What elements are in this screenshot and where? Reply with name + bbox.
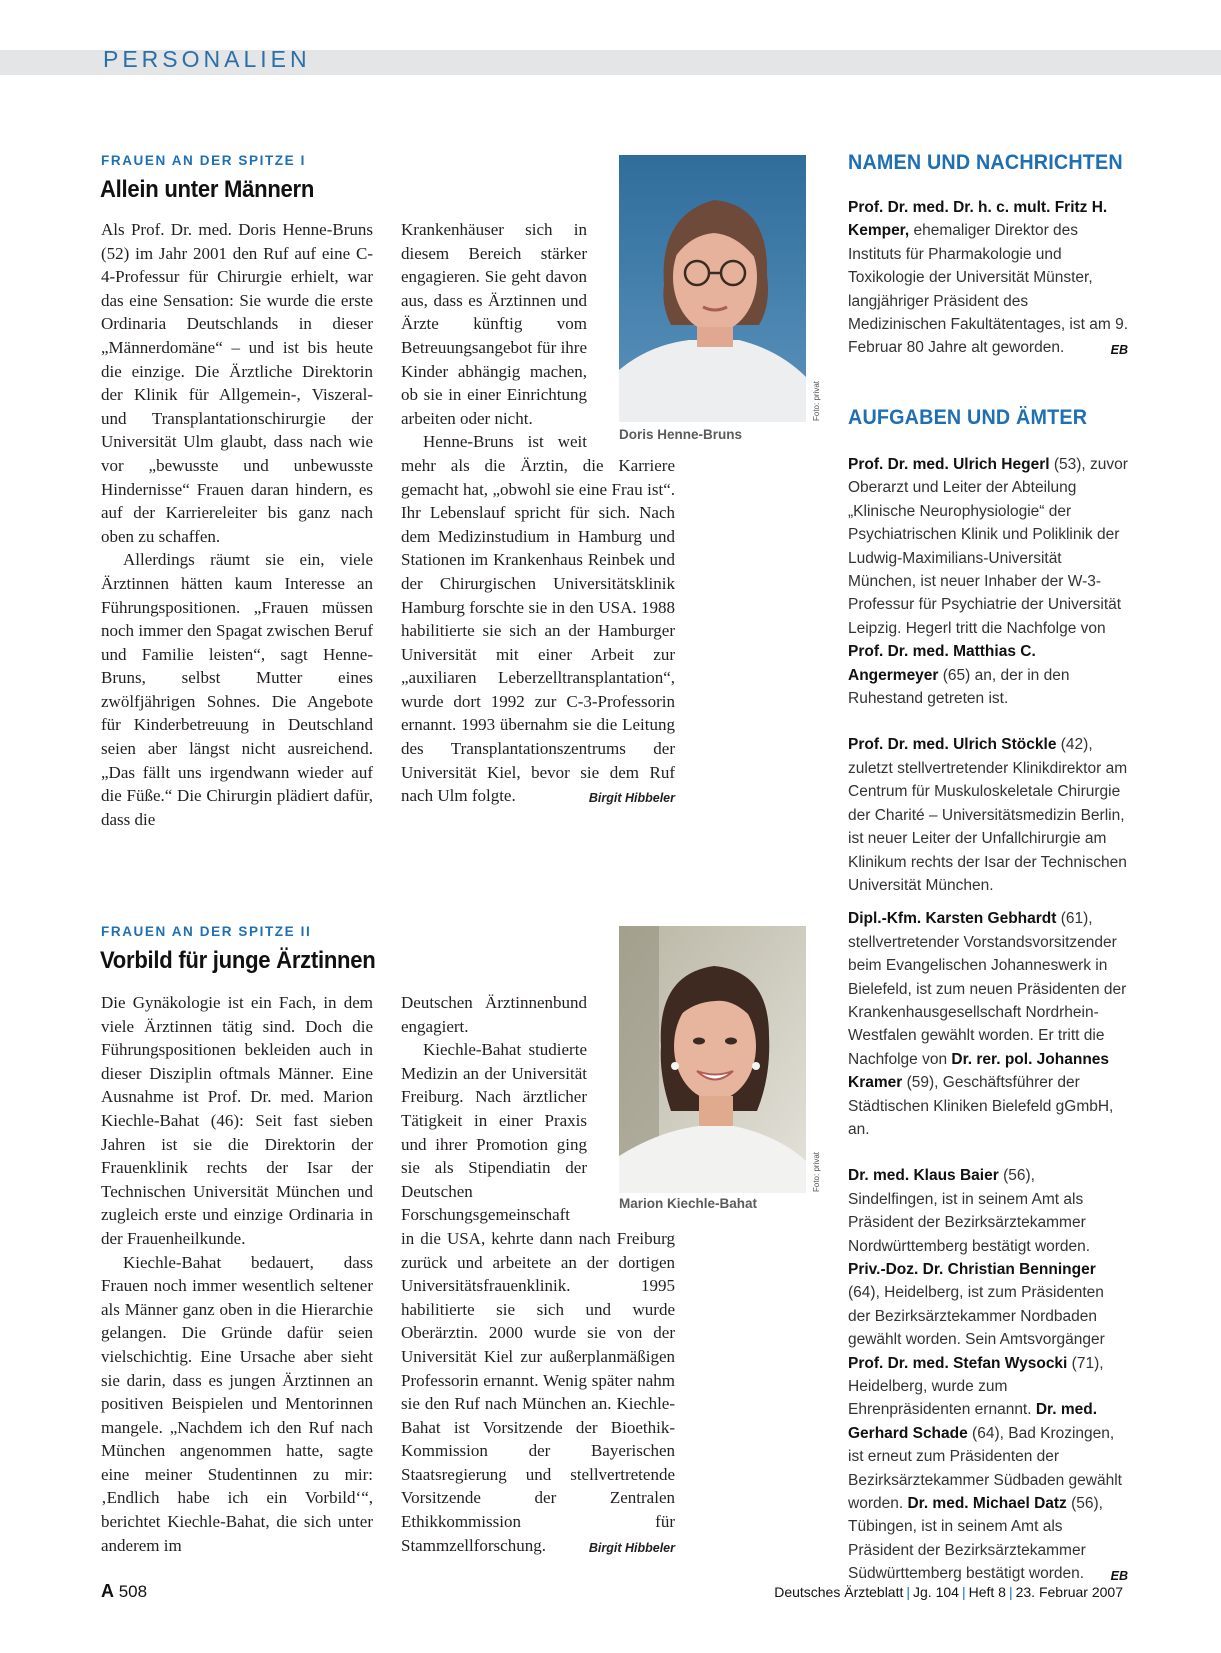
photo-credit: Foto: privat	[812, 380, 821, 421]
sidebar-heading-namen: NAMEN UND NACHRICHTEN	[848, 151, 1123, 174]
article2-col1-para: Die Gynäkologie ist ein Fach, in dem viele Ärztinnen tätig sind. Doch die Führungspositionen bekleiden auch in dieser Disziplin oftmals Männer. Eine Ausnahme ist Prof. Dr. med. Marion Kiechle-Bahat (46): Seit fast sieben Jahren ist sie die Direktorin der Frauenklinik rechts der Isar der Technischen Universität München und zugleich erste und einzige Ordinaria in der Frauenheilkunde.	[101, 993, 373, 1248]
article2-col2-text: Kiechle-Bahat studierte Medizin an der Universität Freiburg. Nach ärztlicher Tätigkeit in einer Praxis und ihrer Promotion ging sie als Stipendiatin der Deutschen Forschungsgemeinschaft in die USA, kehrte dann nach Freiburg zurück und arbeitete an der dortigen Universitätsfrauenklinik. 1995 habilitierte sie sich und wurde Oberärztin. 2000 wurde sie von der Universität Kiel zur außerplanmäßigen Professorin ernannt. Wenig später nahm sie den Ruf nach München an. Kiechle-Bahat ist Vorsitzende der Bioethik-Kommission der Bayerischen Staatsregierung und stellvertretende Vorsitzende der Zentralen Ethikkommission für Stammzellforschung.	[401, 1040, 675, 1555]
person-name: Priv.-Doz. Dr. Christian Benninger	[848, 1261, 1096, 1278]
article2-column-1	[101, 991, 373, 1557]
footer-separator: |	[1008, 1584, 1013, 1600]
article1-kicker: FRAUEN AN DER SPITZE I	[101, 153, 306, 168]
article1-column-1	[101, 218, 373, 831]
photo-caption: Marion Kiechle-Bahat	[619, 1196, 758, 1211]
article1-col1-para: Als Prof. Dr. med. Doris Henne-Bruns (52) im Jahr 2001 den Ruf auf eine C-4-Professur für Chirurgie erhielt, war das eine Sensation: Sie wurde die erste Ordinaria Deutschlands in dieser „Männerdomäne“ – und ist bis heute die einzige. Die Ärztliche Direktorin der Klinik für Allgemein-, Viszeral- und Transplantationschirurgie der Universität Ulm glaubt, dass nach wie vor „bewusste und unbewusste Hindernisse“ Frauen daran hindern, es auf der Karriereleiter bis ganz nach oben zu schaffen.	[101, 220, 373, 546]
entry-text: (71), Heidelberg, wurde zum Ehrenpräsidenten ernannt.	[848, 1354, 1104, 1419]
photo-credit: Foto: privat	[812, 1151, 821, 1192]
entry-text: (64), Bad Krozingen, ist erneut zum Präsidenten der Bezirksärztekammer Südbaden gewählt worden.	[848, 1424, 1122, 1513]
journal-date: 23. Februar 2007	[1015, 1584, 1123, 1600]
page-prefix: A	[101, 1581, 114, 1601]
entry-text: (61), stellvertretender Vorstandsvorsitzender beim Evangelischen Johanneswerk in Bielefeld, ist zum neuen Präsidenten der Krankenhausgesellschaft Nordrhein-Westfalen gewählt worden. Er tritt die Nachfolge von	[848, 910, 1127, 1068]
portrait-image	[619, 926, 806, 1193]
article1-title: Allein unter Männern	[100, 176, 315, 203]
entry-text: (53), zuvor Oberarzt und Leiter der Abteilung „Klinische Neurophysiologie“ der Psychiatrischen Klinik und Poliklinik der Ludwig-Maximilians-Universität München, ist neuer Inhaber der W-3-Professur für Psychiatrie der Universität Leipzig. Hegerl tritt die Nachfolge von	[848, 456, 1128, 637]
person-name: Dr. rer. pol. Johannes Kramer	[848, 1050, 1110, 1092]
article1-author: Birgit Hibbeler	[588, 791, 675, 806]
footer-separator: |	[961, 1584, 966, 1600]
entry-text: (56), Tübingen, ist in seinem Amt als Präsident der Bezirksärztekammer Südwürttemberg bestätigt worden.	[848, 1495, 1103, 1583]
sidebar-entry	[848, 453, 1128, 710]
sidebar-heading-aemter: AUFGABEN UND ÄMTER	[848, 406, 1088, 429]
page-number-value: 508	[114, 1582, 148, 1601]
person-name: Prof. Dr. med. Stefan Wysocki	[848, 1354, 1068, 1372]
entry-text: (42), zuletzt stellvertretender Klinikdirektor am Centrum für Muskuloskeletale Chirurgie der Charité – Universitätsmedizin Berlin, ist neuer Leiter der Unfallchirurgie am Klinikum rechts der Isar der Technischen Universität München.	[848, 736, 1128, 894]
entry-text: (56), Sindelfingen, ist in seinem Amt als Präsident der Bezirksärztekammer Nordwürttemberg bestätigt worden.	[848, 1167, 1091, 1255]
entry-text: (59), Geschäftsführer der Städtischen Kliniken Bielefeld gGmbH, an.	[848, 1074, 1114, 1138]
sidebar-namen-body	[848, 196, 1128, 363]
sidebar-entry	[848, 733, 1128, 897]
article2-col2-para: Deutschen Ärztinnenbund engagiert.	[401, 993, 587, 1036]
photo-caption: Doris Henne-Bruns	[619, 427, 743, 442]
person-name: Prof. Dr. med. Ulrich Hegerl	[848, 456, 1050, 473]
article2-title: Vorbild für junge Ärztinnen	[100, 947, 376, 974]
article1-col2-para	[401, 430, 675, 808]
person-name: Prof. Dr. med. Ulrich Stöckle	[848, 736, 1057, 754]
photo-marion-kiechle-bahat	[619, 926, 806, 1193]
person-name: Dr. med. Gerhard Schade	[848, 1401, 1098, 1442]
photo-doris-henne-bruns	[619, 155, 806, 422]
footer-separator: |	[906, 1584, 911, 1600]
sidebar-aemter-body	[848, 453, 1128, 1589]
journal-name: Deutsches Ärzteblatt	[774, 1584, 904, 1600]
article1-col2-text: Henne-Bruns ist weit mehr als die Ärztin, die Karriere gemacht hat, „obwohl sie eine Frau ist“. Ihr Lebenslauf spricht für sich. Nach dem Medizinstudium in Hamburg und Stationen im Krankenhaus Reinbek und der Chirurgischen Universitätsklinik Hamburg forschte sie in den USA. 1988 habilitierte sie sich an der Hamburger Universität mit einer Arbeit zur „auxiliaren Leberzelltransplantation“, wurde dort 1992 zur C-3-Professorin ernannt. 1993 übernahm sie die Leitung des Transplantationszentrums der Universität Kiel, bevor sie dem Ruf nach Ulm folgte.	[401, 432, 675, 806]
article2-author: Birgit Hibbeler	[588, 1540, 675, 1555]
journal-issue: Heft 8	[968, 1584, 1006, 1600]
article1-col2-para: Krankenhäuser sich in diesem Bereich stärker engagieren. Sie geht davon aus, dass es Ärztinnen und Ärzte künftig vom Betreuungsangebot für ihre Kinder abhängig machen, ob sie in einer Einrichtung arbeiten oder nicht.	[401, 220, 587, 428]
page-number	[101, 1581, 147, 1602]
person-name: Dipl.-Kfm. Karsten Gebhardt	[848, 910, 1057, 928]
entry-text: ehemaliger Direktor des Instituts für Pharmakologie und Toxikologie der Universität Münster, langjähriger Präsident des Medizinischen Fakultätentages, ist am 9. Februar 80 Jahre alt geworden.	[848, 222, 1128, 357]
section-label: PERSONALIEN	[103, 46, 311, 72]
journal-volume: Jg. 104	[913, 1584, 959, 1600]
person-name: Prof. Dr. med. Dr. h. c. mult. Fritz H. Kemper,	[848, 199, 1108, 240]
entry-text: (65) an, der in den Ruhestand getreten ist.	[848, 666, 1070, 708]
article2-col1-para: Kiechle-Bahat bedauert, dass Frauen noch immer wesentlich seltener als Männer ganz oben in die Hierarchie gelangen. Die Gründe dafür seien vielschichtig. Eine Ursache aber sieht sie darin, dass es jungen Ärztinnen an positiven Beispielen und Mentorinnen mangele. „Nachdem ich den Ruf nach München angenommen hatte, sagte eine meiner Studentinnen zu mir: ‚Endlich habe ich ein Vorbild‘“, berichtet Kiechle-Bahat, die sich unter anderem im	[101, 1252, 373, 1555]
entry-text: (64), Heidelberg, ist zum Präsidenten der Bezirksärztekammer Nordbaden gewählt worden. Sein Amtsvorgänger	[848, 1284, 1105, 1349]
person-name: Dr. med. Michael Datz	[907, 1495, 1067, 1513]
sidebar-signature: EB	[1110, 343, 1128, 358]
journal-footer	[774, 1584, 1123, 1600]
sidebar-entry	[848, 196, 1128, 360]
portrait-image	[619, 155, 806, 422]
sidebar-entry	[848, 907, 1128, 1141]
person-name: Dr. med. Klaus Baier	[848, 1167, 999, 1185]
person-name: Prof. Dr. med. Matthias C. Angermeyer	[848, 643, 1036, 684]
article2-kicker: FRAUEN AN DER SPITZE II	[101, 924, 312, 939]
sidebar-entry	[848, 1164, 1128, 1585]
sidebar-signature: EB	[1110, 1569, 1128, 1584]
article1-col1-para: Allerdings räumt sie ein, viele Ärztinnen hätten kaum Interesse an Führungspositionen. „Frauen müssen noch immer den Spagat zwischen Beruf und Familie leisten“, sagt Henne-Bruns, selbst Mutter eines zwölfjährigen Sohnes. Die Angebote für Kinderbetreuung in Deutschland seien aber längst nicht ausreichend. „Das fällt uns irgendwann wieder auf die Füße.“ Die Chirurgin plädiert dafür, dass die	[101, 550, 373, 829]
